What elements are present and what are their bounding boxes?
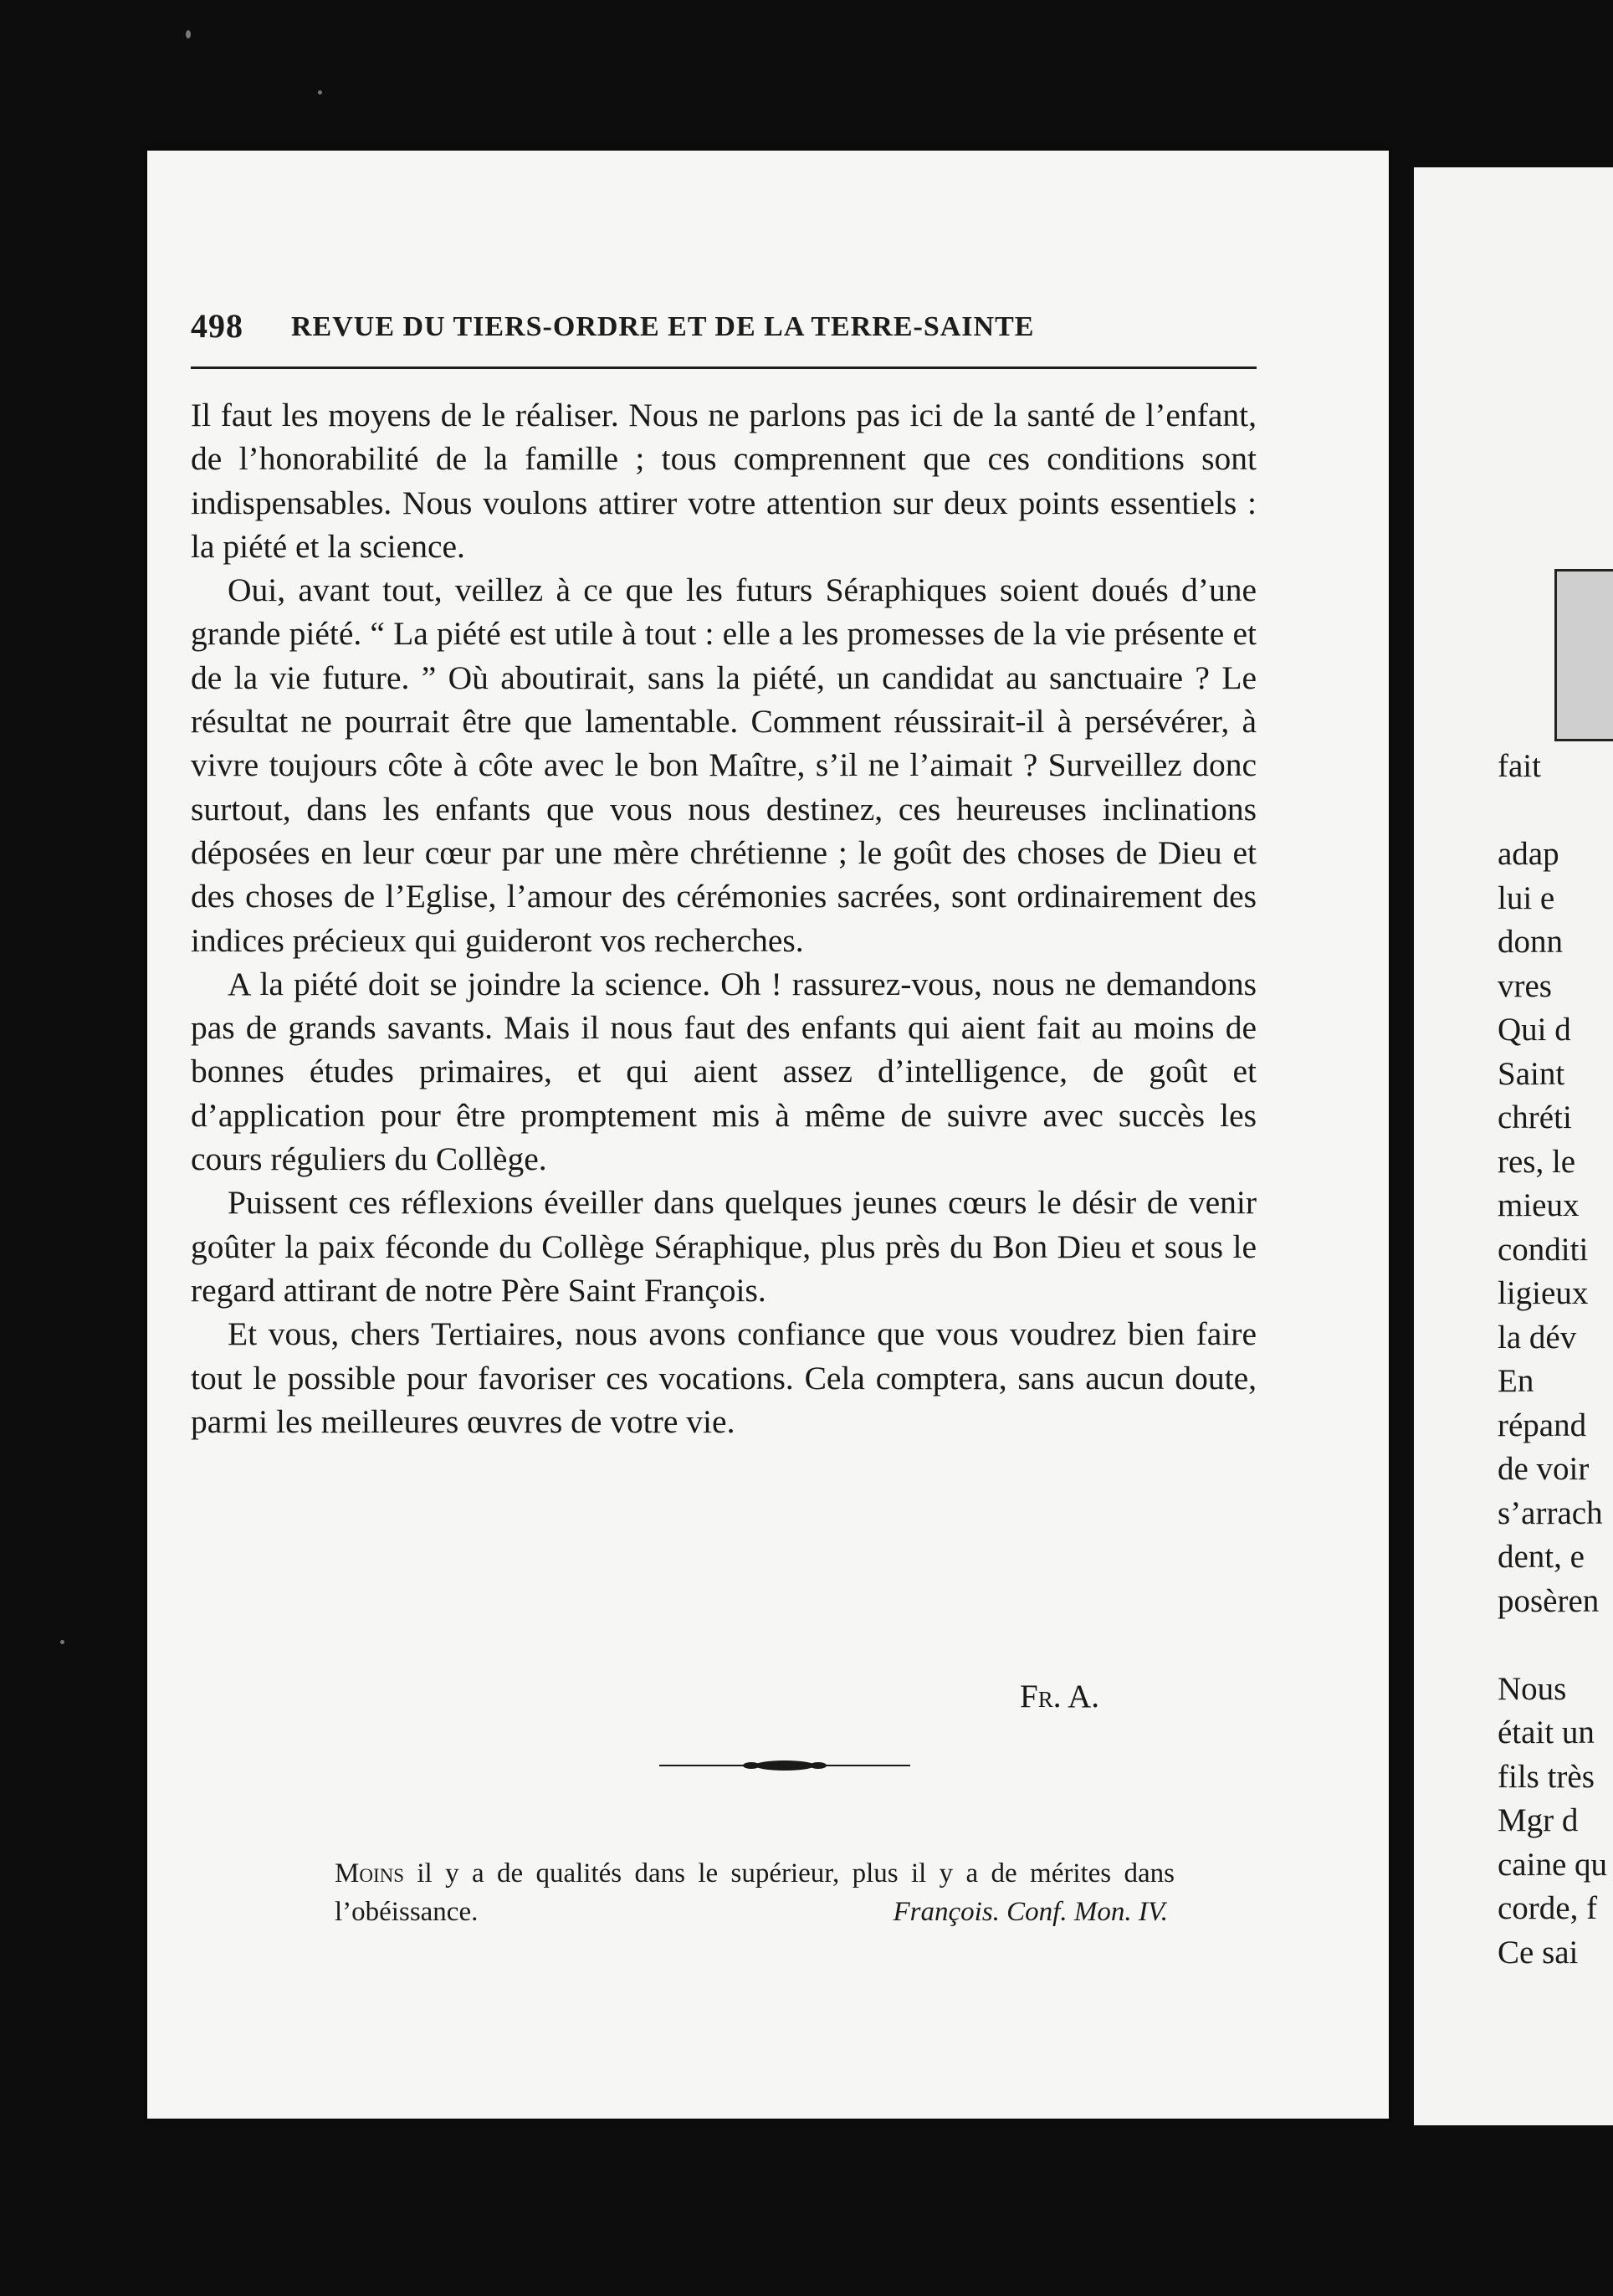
footer-quote: [335, 1854, 1175, 1931]
right-page-text: [1498, 745, 1613, 1975]
right-line: adap: [1498, 836, 1559, 872]
right-line: [1498, 789, 1613, 833]
paragraph: Puissent ces réflexions éveiller dans quelques jeunes cœurs le désir de venir goûter la paix féconde du Collège Séraphique, plus près du Bon Dieu et sous le regard attirant de notre Père Saint François.: [191, 1184, 1257, 1309]
paragraph: A la piété doit se joindre la science. Oh ! rassurez-vous, nous ne demandons pas de grands savants. Mais il nous faut des enfants qui aient fait au moins de bonnes études primaires, et qui aient assez d’intelligence, de goût et d’application pour être promptement mis à même de suivre avec succès les cours réguliers du Collège.: [191, 965, 1257, 1178]
film-speck: [318, 90, 322, 95]
film-speck: [186, 30, 191, 38]
right-line: ligieux: [1498, 1275, 1589, 1311]
right-line: lui e: [1498, 879, 1555, 916]
right-line: Qui d: [1498, 1012, 1571, 1048]
page-number: 498: [191, 307, 243, 345]
right-line: res, le: [1498, 1143, 1576, 1180]
right-line: de voir: [1498, 1451, 1590, 1487]
right-line: [1498, 1623, 1613, 1668]
film-speck: [60, 1640, 64, 1644]
right-line: donn: [1498, 924, 1563, 960]
running-head: REVUE DU TIERS-ORDRE ET DE LA TERRE-SAINTE: [291, 311, 1035, 342]
right-line: chréti: [1498, 1099, 1572, 1135]
quote-line-2: [335, 1893, 1175, 1931]
paragraph: Oui, avant tout, veillez à ce que les futurs Séraphiques soient doués d’une grande piété. “ La piété est utile à tout : elle a les promesses de la vie présente et de la vie future. ” Où aboutirait, sans la piété, un candidat au sanctuaire ? Le résultat ne pourrait être que lamentable. Comment réussirait-il à persévérer, à vivre toujours côte à côte avec le bon Maître, s’il ne l’aimait ? Surveillez donc surtout, dans les enfants que vous nous destinez, ces heureuses inclinations déposées en leur cœur par une mère chrétienne ; le goût des choses de Dieu et des choses de l’Eglise, l’amour des cérémonies sacrées, sont ordinairement des indices précieux qui guideront vos recherches.: [191, 571, 1257, 959]
right-line: fils très: [1498, 1758, 1595, 1795]
signature: Fr. A.: [1020, 1678, 1099, 1714]
quote-first-word: Moins: [335, 1858, 405, 1889]
paragraph: Et vous, chers Tertiaires, nous avons confiance que vous voudrez bien faire tout le possible pour favoriser ces vocations. Cela comptera, sans aucun doute, parmi les meilleures œuvres de votre vie.: [191, 1315, 1257, 1440]
right-line: corde, f: [1498, 1890, 1598, 1926]
quote-line-2-text: l’obéissance.: [335, 1897, 479, 1927]
right-line: Nous: [1498, 1670, 1567, 1707]
decorated-initial-image: [1554, 569, 1613, 741]
ornament-divider: [659, 1757, 910, 1774]
page-header: [191, 306, 1257, 346]
right-line: fait: [1498, 748, 1541, 784]
right-line: caine qu: [1498, 1846, 1608, 1883]
right-line: était un: [1498, 1714, 1595, 1750]
right-line: posèren: [1498, 1582, 1600, 1619]
right-line: s’arrach: [1498, 1494, 1603, 1531]
right-line: Saint: [1498, 1055, 1565, 1092]
right-line: mieux: [1498, 1187, 1580, 1223]
quote-attribution: François. Conf. Mon. IV.: [893, 1897, 1168, 1927]
right-line: Ce sai: [1498, 1934, 1579, 1971]
right-line: répand: [1498, 1407, 1587, 1443]
right-line: Mgr d: [1498, 1802, 1579, 1838]
quote-line-1: [335, 1854, 1175, 1893]
right-line: la dév: [1498, 1319, 1577, 1356]
article-body: [191, 393, 1257, 1443]
quote-line-1-rest: il y a de qualités dans le supérieur, plus il y a de mérites dans: [417, 1858, 1175, 1889]
right-line: dent, e: [1498, 1539, 1585, 1575]
right-line: conditi: [1498, 1231, 1589, 1268]
header-rule: [191, 366, 1257, 369]
right-line: vres: [1498, 967, 1552, 1004]
paragraph: Il faut les moyens de le réaliser. Nous ne parlons pas ici de la santé de l’enfant, de l’honorabilité de la famille ; tous comprennent que ces conditions sont indispensables. Nous voulons attirer votre attention sur deux points essentiels : la piété et la science.: [191, 397, 1257, 565]
right-line: En: [1498, 1363, 1534, 1399]
